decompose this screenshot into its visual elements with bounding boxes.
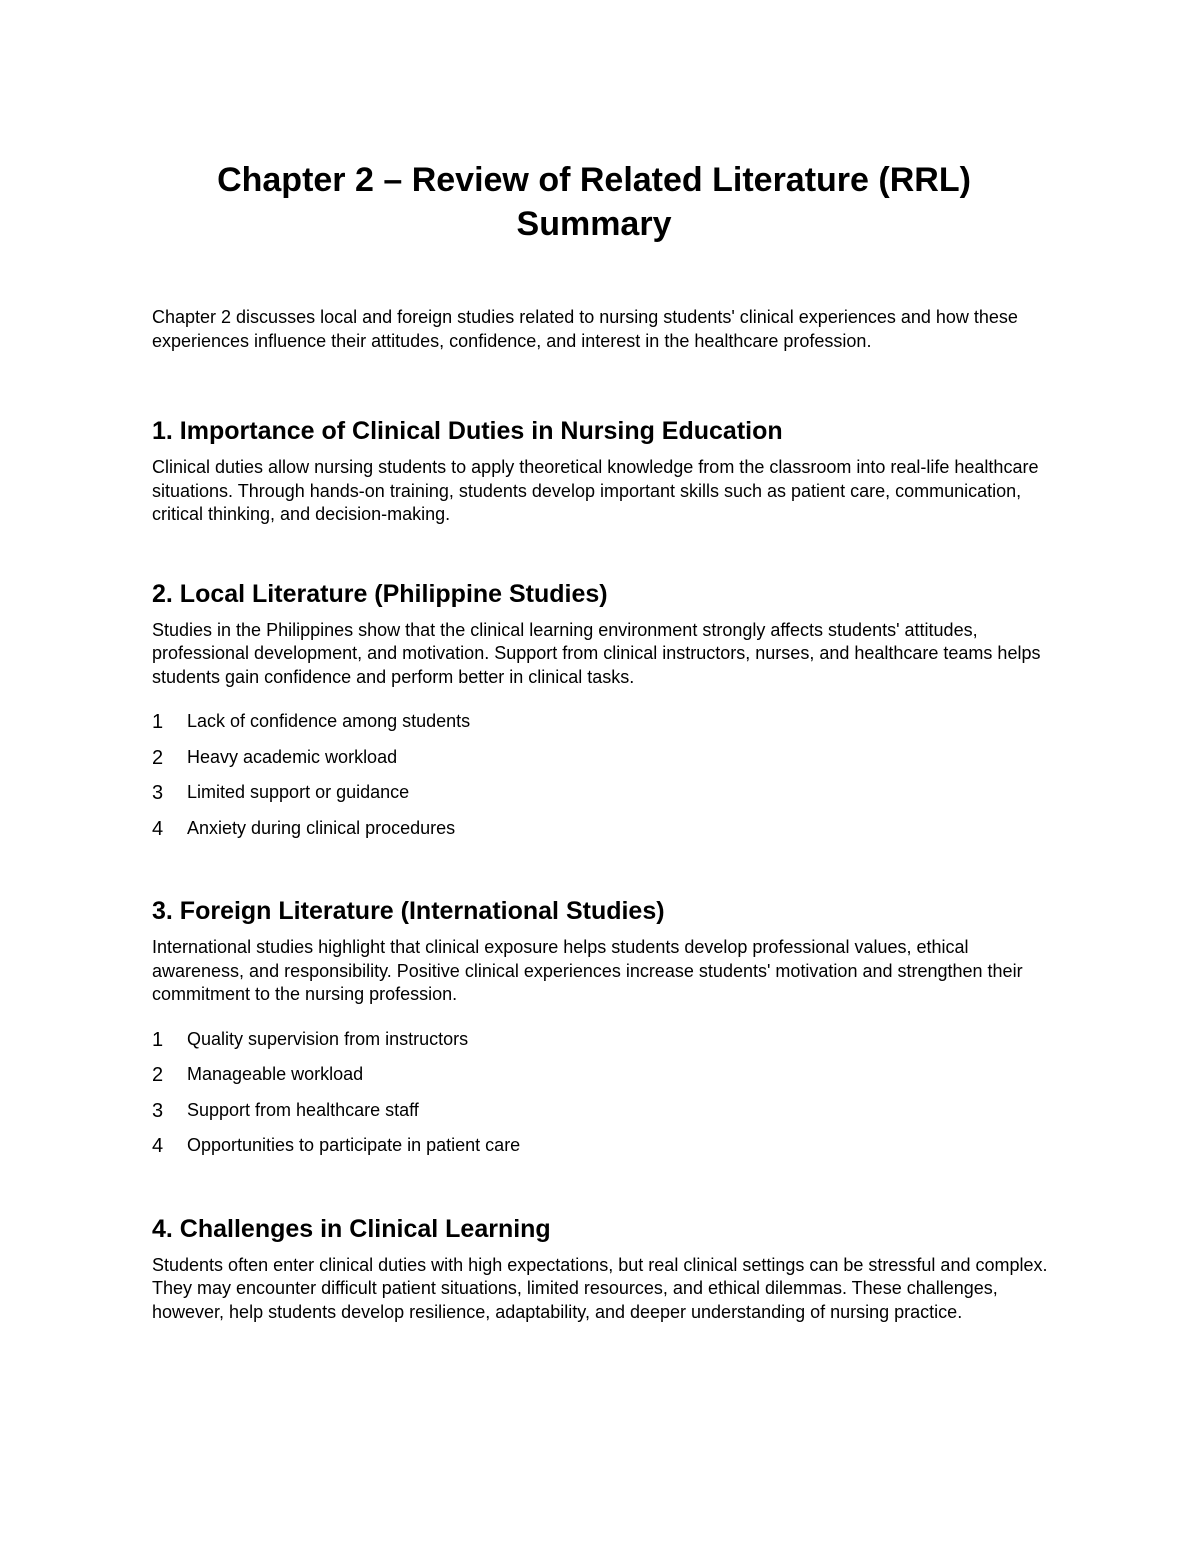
section-foreign-literature <box>152 895 1052 1169</box>
list-text: Support from healthcare staff <box>187 1099 419 1120</box>
section-body: Studies in the Philippines show that the clinical learning environment strongly affects students' attitudes, professional development, and motivation. Support from clinical instructors, nurses, and healthcare teams helps students gain confidence and perform better in clinical tasks. <box>152 619 1041 687</box>
section-importance <box>152 415 1052 527</box>
list-item <box>152 1098 1052 1134</box>
list-text: Manageable workload <box>187 1064 364 1084</box>
document-page <box>152 158 1052 1324</box>
list-text: Opportunities to participate in patient care <box>187 1135 521 1155</box>
list-number: 1 <box>152 1028 164 1051</box>
section-heading: 2. Local Literature (Philippine Studies) <box>152 579 608 608</box>
list-number: 1 <box>152 711 164 733</box>
list-number: 3 <box>152 1099 164 1122</box>
section-heading: 4. Challenges in Clinical Learning <box>152 1214 551 1243</box>
section-local-literature <box>152 578 1052 852</box>
numbered-list <box>152 1027 1052 1169</box>
list-text: Limited support or guidance <box>187 782 410 802</box>
list-number: 4 <box>152 1135 164 1157</box>
list-item <box>152 1133 1052 1169</box>
numbered-list <box>152 709 1052 851</box>
section-body: Clinical duties allow nursing students to apply theoretical knowledge from the classroom into real-life healthcare situations. Through hands-on training, students develop important skills such as patient care, communication, critical thinking, and decision-making. <box>152 457 1039 524</box>
list-number: 4 <box>152 817 164 840</box>
list-number: 2 <box>152 746 164 769</box>
section-body: Students often enter clinical duties with high expectations, but real clinical settings can be stressful and complex. They may encounter difficult patient situations, limited resources, and ethical dilemmas. These challenges, however, help students develop resilience, adaptability, and deeper understanding of nursing practice. <box>152 1254 1048 1322</box>
list-item <box>152 709 1052 745</box>
section-heading: 1. Importance of Clinical Duties in Nursing Education <box>152 417 783 445</box>
list-item <box>152 816 1052 852</box>
list-text: Anxiety during clinical procedures <box>187 817 456 838</box>
document-title <box>144 158 1044 246</box>
list-number: 3 <box>152 782 164 804</box>
list-text: Quality supervision from instructors <box>187 1028 469 1049</box>
section-heading: 3. Foreign Literature (International Studies) <box>152 897 665 925</box>
section-body: International studies highlight that clinical exposure helps students develop professional values, ethical awareness, and responsibility. Positive clinical experiences increase students' motivation and strengthen their commitment to the nursing profession. <box>152 937 1023 1004</box>
list-item <box>152 1062 1052 1098</box>
title-line-2: Summary <box>516 205 672 243</box>
list-item <box>152 1027 1052 1063</box>
list-number: 2 <box>152 1064 164 1086</box>
list-text: Lack of confidence among students <box>187 711 471 731</box>
list-text: Heavy academic workload <box>187 746 398 767</box>
intro-paragraph: Chapter 2 discusses local and foreign studies related to nursing students' clinical experiences and how these experiences influence their attitudes, confidence, and interest in the healthcare profession. <box>152 307 1018 351</box>
list-item <box>152 745 1052 781</box>
title-line-1: Chapter 2 – Review of Related Literature (RRL) <box>217 161 971 199</box>
section-challenges <box>152 1213 1052 1325</box>
list-item <box>152 780 1052 816</box>
